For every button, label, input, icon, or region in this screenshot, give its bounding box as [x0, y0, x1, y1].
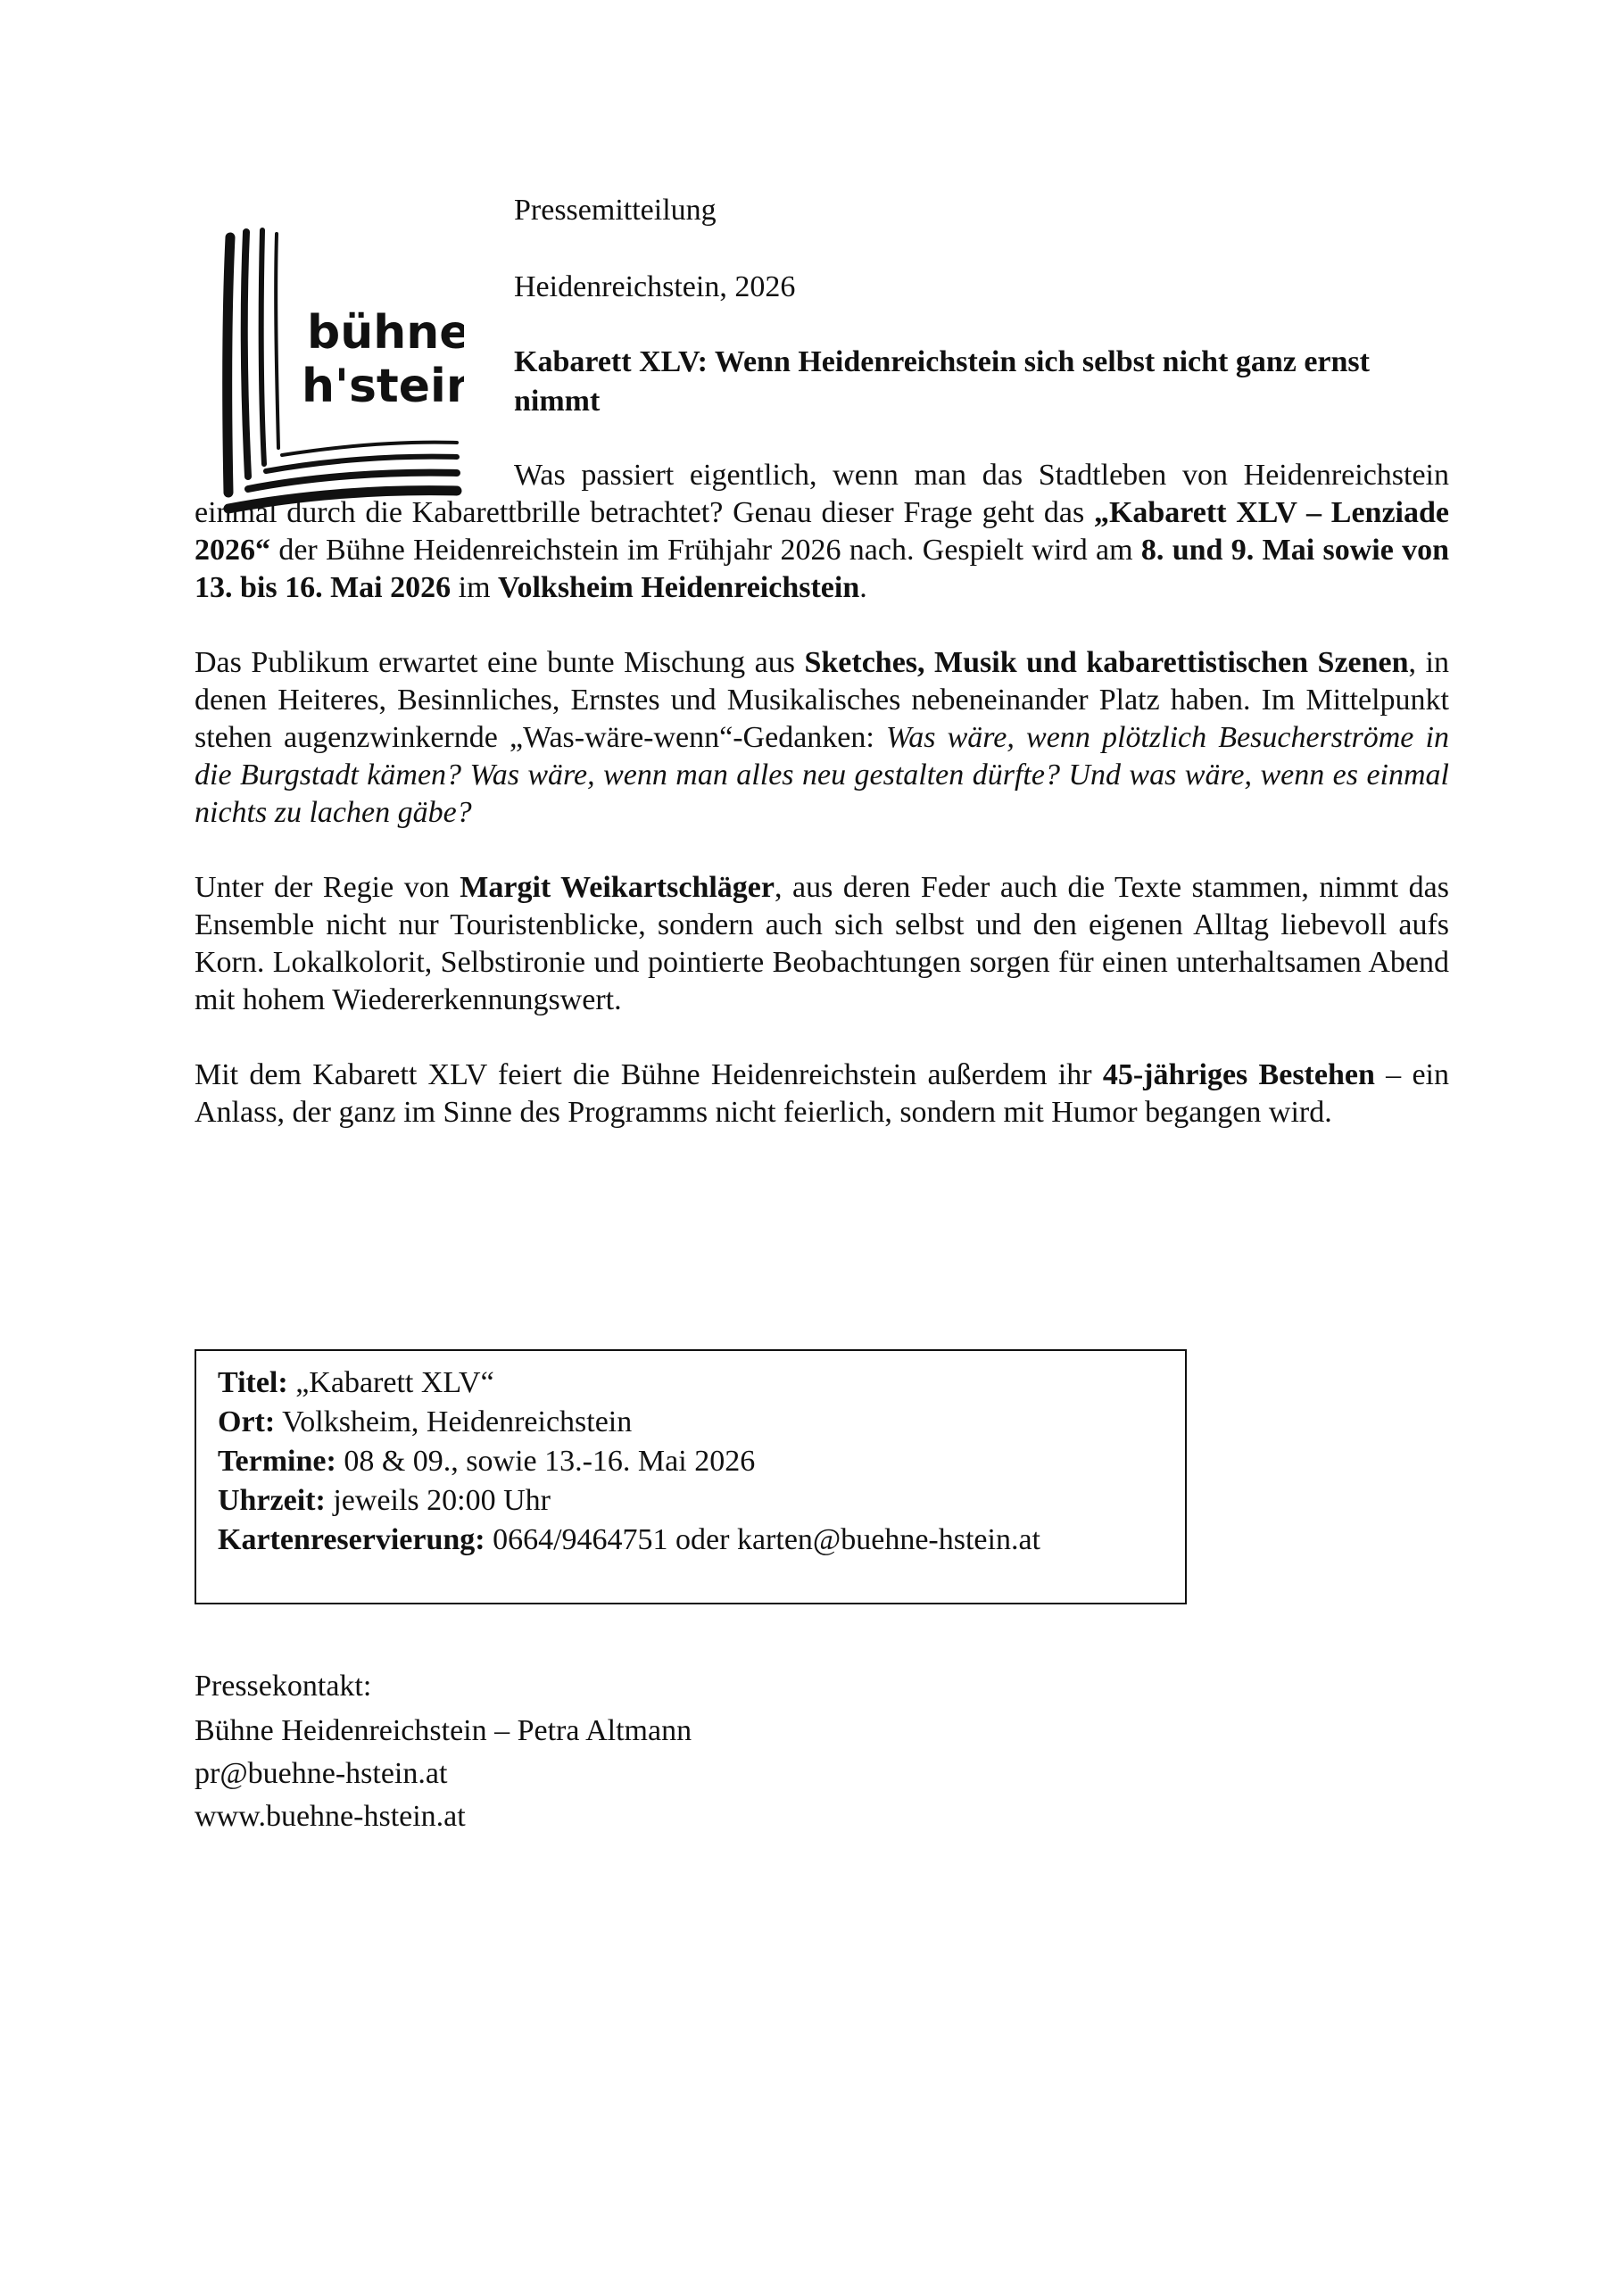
info-value: 08 & 09., sowie 13.-16. Mai 2026	[336, 1445, 756, 1478]
info-value: jeweils 20:00 Uhr	[325, 1484, 551, 1517]
document-label: Pressemitteilung	[514, 194, 717, 227]
bold-run: „Kabarett XLV – Lenziade 2026“	[195, 496, 1449, 567]
bold-run: Volksheim Heidenreichstein	[498, 571, 860, 604]
info-dates	[218, 1442, 1164, 1481]
contact-email: pr@buehne-hstein.at	[195, 1757, 448, 1790]
info-label: Ort:	[218, 1405, 276, 1438]
text-run: der Bühne Heidenreichstein im Frühjahr 2026 nach. Gespielt wird am	[270, 534, 1141, 567]
paragraph-anniversary	[195, 1057, 1449, 1131]
paragraph-direction	[195, 869, 1449, 1019]
info-reservation	[218, 1521, 1164, 1560]
text-run: Unter der Regie von	[195, 871, 460, 904]
text-run: – ein Anlass, der ganz im Sinne des Programms nicht feierlich, sondern mit Humor begangen wird.	[195, 1058, 1449, 1129]
text-run: , in denen Heiteres, Besinnliches, Ernstes und Musikalisches nebeneinander Platz haben. Im Mittelpunkt stehen augenzwinkernde „Was-wäre-wenn“-Gedanken:	[195, 646, 1449, 754]
text-run: Mit dem Kabarett XLV feiert die Bühne Heidenreichstein außerdem ihr	[195, 1058, 1103, 1091]
text-run: Das Publikum erwartet eine bunte Mischung aus	[195, 646, 805, 679]
logo-text-buehne: bühne	[307, 306, 464, 360]
press-contact	[195, 1665, 1087, 1838]
text-run: im	[451, 571, 499, 604]
paragraph-program	[195, 644, 1449, 832]
info-value: „Kabarett XLV“	[287, 1366, 494, 1399]
info-label: Kartenreservierung:	[218, 1523, 485, 1556]
info-label: Titel:	[218, 1366, 288, 1399]
contact-website: www.buehne-hstein.at	[195, 1800, 466, 1833]
text-run: .	[859, 571, 867, 604]
headline: Kabarett XLV: Wenn Heidenreichstein sich selbst nicht ganz ernst nimmt	[514, 345, 1370, 418]
logo-text-hstein: h'stein	[302, 360, 464, 413]
info-title	[218, 1364, 1164, 1403]
info-label: Uhrzeit:	[218, 1484, 326, 1517]
bold-run: Sketches, Musik und kabarettistischen Szenen	[804, 646, 1409, 679]
bold-run: 8. und 9. Mai sowie von 13. bis 16. Mai 2026	[195, 534, 1450, 604]
info-value: Volksheim, Heidenreichstein	[275, 1405, 633, 1438]
paragraph-intro	[195, 457, 1449, 607]
info-value: 0664/9464751 oder karten@buehne-hstein.at	[485, 1523, 1040, 1556]
text-run: , aus deren Feder auch die Texte stammen, nimmt das Ensemble nicht nur Touristenblicke, sondern auch sich selbst und den eigenen Alltag liebevoll aufs Korn. Lokalkolorit, Selbstironie und pointierte Beobachtungen sorgen für einen unterhaltsamen Abend mit hohem Wiedererkennungswert.	[195, 871, 1449, 1016]
contact-name: Bühne Heidenreichstein – Petra Altmann	[195, 1714, 692, 1747]
info-time	[218, 1481, 1164, 1521]
place-date: Heidenreichstein, 2026	[514, 270, 796, 303]
info-label: Termine:	[218, 1445, 336, 1478]
contact-title: Pressekontakt:	[195, 1670, 372, 1703]
event-info-box	[195, 1349, 1187, 1604]
italic-run: Was wäre, wenn plötzlich Besucherströme in die Burgstadt kämen? Was wäre, wenn man alles neu gestalten dürfte? Und was wäre, wenn es einmal nichts zu lachen gäbe?	[195, 721, 1449, 829]
text-run: Was passiert eigentlich, wenn man das Stadtleben von Heidenreichstein einmal durch die Kabarettbrille betrachtet? Genau dieser Frage geht das	[195, 459, 1449, 529]
info-location	[218, 1403, 1164, 1442]
body-text	[195, 457, 1449, 1169]
header-block	[514, 189, 1449, 452]
bold-run: Margit Weikartschläger	[460, 871, 775, 904]
bold-run: 45-jähriges Bestehen	[1102, 1058, 1375, 1091]
